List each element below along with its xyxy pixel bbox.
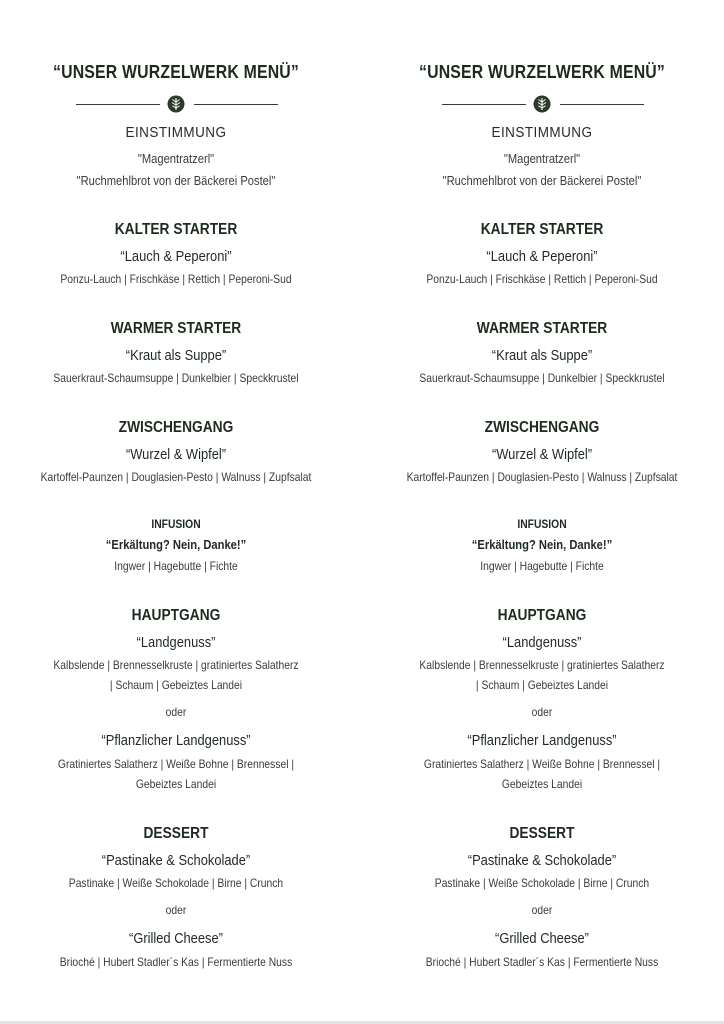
section-heading-warmer-starter: WARMER STARTER bbox=[476, 320, 608, 337]
section-heading-infusion: INFUSION bbox=[517, 517, 567, 531]
section-heading-kalter-starter: KALTER STARTER bbox=[114, 221, 238, 238]
section-heading-einstimmung: EINSTIMMUNG bbox=[125, 124, 227, 141]
dish-description: Ponzu-Lauch | Frischkäse | Rettich | Peperoni-Sud bbox=[60, 272, 292, 286]
dish-description: Pastinake | Weiße Schokolade | Birne | Crunch bbox=[434, 876, 650, 890]
dish-description: Gebeiztes Landei bbox=[135, 777, 217, 791]
dish-description: Ponzu-Lauch | Frischkäse | Rettich | Peperoni-Sud bbox=[426, 272, 658, 286]
section-heading-zwischengang: ZWISCHENGANG bbox=[484, 419, 600, 436]
dish-name: “Erkältung? Nein, Danke!” bbox=[105, 537, 247, 552]
dish-name: “Pastinake & Schokolade” bbox=[101, 852, 251, 869]
menu-title: “UNSER WURZELWERK MENÜ” bbox=[52, 62, 300, 82]
dish-name: “Wurzel & Wipfel” bbox=[125, 446, 227, 463]
dish-description: Kartoffel-Paunzen | Douglasien-Pesto | Walnuss | Zupfsalat bbox=[40, 470, 312, 484]
dish-description: | Schaum | Gebeiztes Landei bbox=[109, 678, 243, 692]
dish-description: | Schaum | Gebeiztes Landei bbox=[475, 678, 609, 692]
dish-description: Kalbslende | Brennesselkruste | gratiniertes Salatherz bbox=[419, 658, 665, 672]
dish-name: “Lauch & Peperoni” bbox=[120, 248, 232, 265]
oder-separator: oder bbox=[165, 903, 187, 917]
divider-line-left bbox=[442, 104, 526, 105]
einstimmung-line-2: "Ruchmehlbrot von der Bäckerei Postel" bbox=[442, 173, 642, 188]
dish-description: Kartoffel-Paunzen | Douglasien-Pesto | Walnuss | Zupfsalat bbox=[406, 470, 678, 484]
section-heading-einstimmung: EINSTIMMUNG bbox=[491, 124, 593, 141]
dish-description: Brioché | Hubert Stadler´s Kas | Fermentierte Nuss bbox=[425, 955, 659, 969]
dish-description: Sauerkraut-Schaumsuppe | Dunkelbier | Speckkrustel bbox=[53, 371, 299, 385]
dish-description: Gratiniertes Salatherz | Weiße Bohne | Brennessel | bbox=[57, 757, 295, 771]
einstimmung-line-2: "Ruchmehlbrot von der Bäckerei Postel" bbox=[76, 173, 276, 188]
dish-name: “Kraut als Suppe” bbox=[491, 347, 593, 364]
menu-title: “UNSER WURZELWERK MENÜ” bbox=[418, 62, 666, 82]
dish-name: “Grilled Cheese” bbox=[495, 930, 589, 947]
dish-name: “Landgenuss” bbox=[502, 634, 582, 651]
section-heading-infusion: INFUSION bbox=[151, 517, 201, 531]
dish-name: “Lauch & Peperoni” bbox=[486, 248, 598, 265]
section-heading-hauptgang: HAUPTGANG bbox=[497, 607, 587, 624]
dish-name: “Pflanzlicher Landgenuss” bbox=[467, 732, 617, 749]
dish-description: Gratiniertes Salatherz | Weiße Bohne | Brennessel | bbox=[423, 757, 661, 771]
menu-column-left bbox=[0, 0, 352, 1024]
title-divider bbox=[366, 93, 718, 115]
title-divider bbox=[0, 93, 352, 115]
dish-name: “Erkältung? Nein, Danke!” bbox=[471, 537, 613, 552]
oder-separator: oder bbox=[531, 705, 553, 719]
einstimmung-line-1: "Magentratzerl" bbox=[137, 151, 215, 166]
dish-description: Ingwer | Hagebutte | Fichte bbox=[114, 559, 238, 573]
tree-leaf-icon bbox=[533, 95, 551, 113]
dish-description: Gebeiztes Landei bbox=[501, 777, 583, 791]
section-heading-hauptgang: HAUPTGANG bbox=[131, 607, 221, 624]
dish-name: “Wurzel & Wipfel” bbox=[491, 446, 593, 463]
dish-name: “Pflanzlicher Landgenuss” bbox=[101, 732, 251, 749]
section-heading-zwischengang: ZWISCHENGANG bbox=[118, 419, 234, 436]
dish-description: Kalbslende | Brennesselkruste | gratiniertes Salatherz bbox=[53, 658, 299, 672]
dish-name: “Landgenuss” bbox=[136, 634, 216, 651]
einstimmung-line-1: "Magentratzerl" bbox=[503, 151, 581, 166]
dish-name: “Pastinake & Schokolade” bbox=[467, 852, 617, 869]
oder-separator: oder bbox=[531, 903, 553, 917]
oder-separator: oder bbox=[165, 705, 187, 719]
section-heading-dessert: DESSERT bbox=[509, 825, 575, 842]
divider-line-right bbox=[560, 104, 644, 105]
dish-name: “Kraut als Suppe” bbox=[125, 347, 227, 364]
tree-leaf-icon bbox=[167, 95, 185, 113]
section-heading-kalter-starter: KALTER STARTER bbox=[480, 221, 604, 238]
dish-description: Ingwer | Hagebutte | Fichte bbox=[480, 559, 604, 573]
dish-name: “Grilled Cheese” bbox=[129, 930, 223, 947]
divider-line-left bbox=[76, 104, 160, 105]
dish-description: Sauerkraut-Schaumsuppe | Dunkelbier | Speckkrustel bbox=[419, 371, 665, 385]
section-heading-warmer-starter: WARMER STARTER bbox=[110, 320, 242, 337]
dish-description: Pastinake | Weiße Schokolade | Birne | Crunch bbox=[68, 876, 284, 890]
menu-column-right bbox=[366, 0, 718, 1024]
dish-description: Brioché | Hubert Stadler´s Kas | Fermentierte Nuss bbox=[59, 955, 293, 969]
section-heading-dessert: DESSERT bbox=[143, 825, 209, 842]
divider-line-right bbox=[194, 104, 278, 105]
